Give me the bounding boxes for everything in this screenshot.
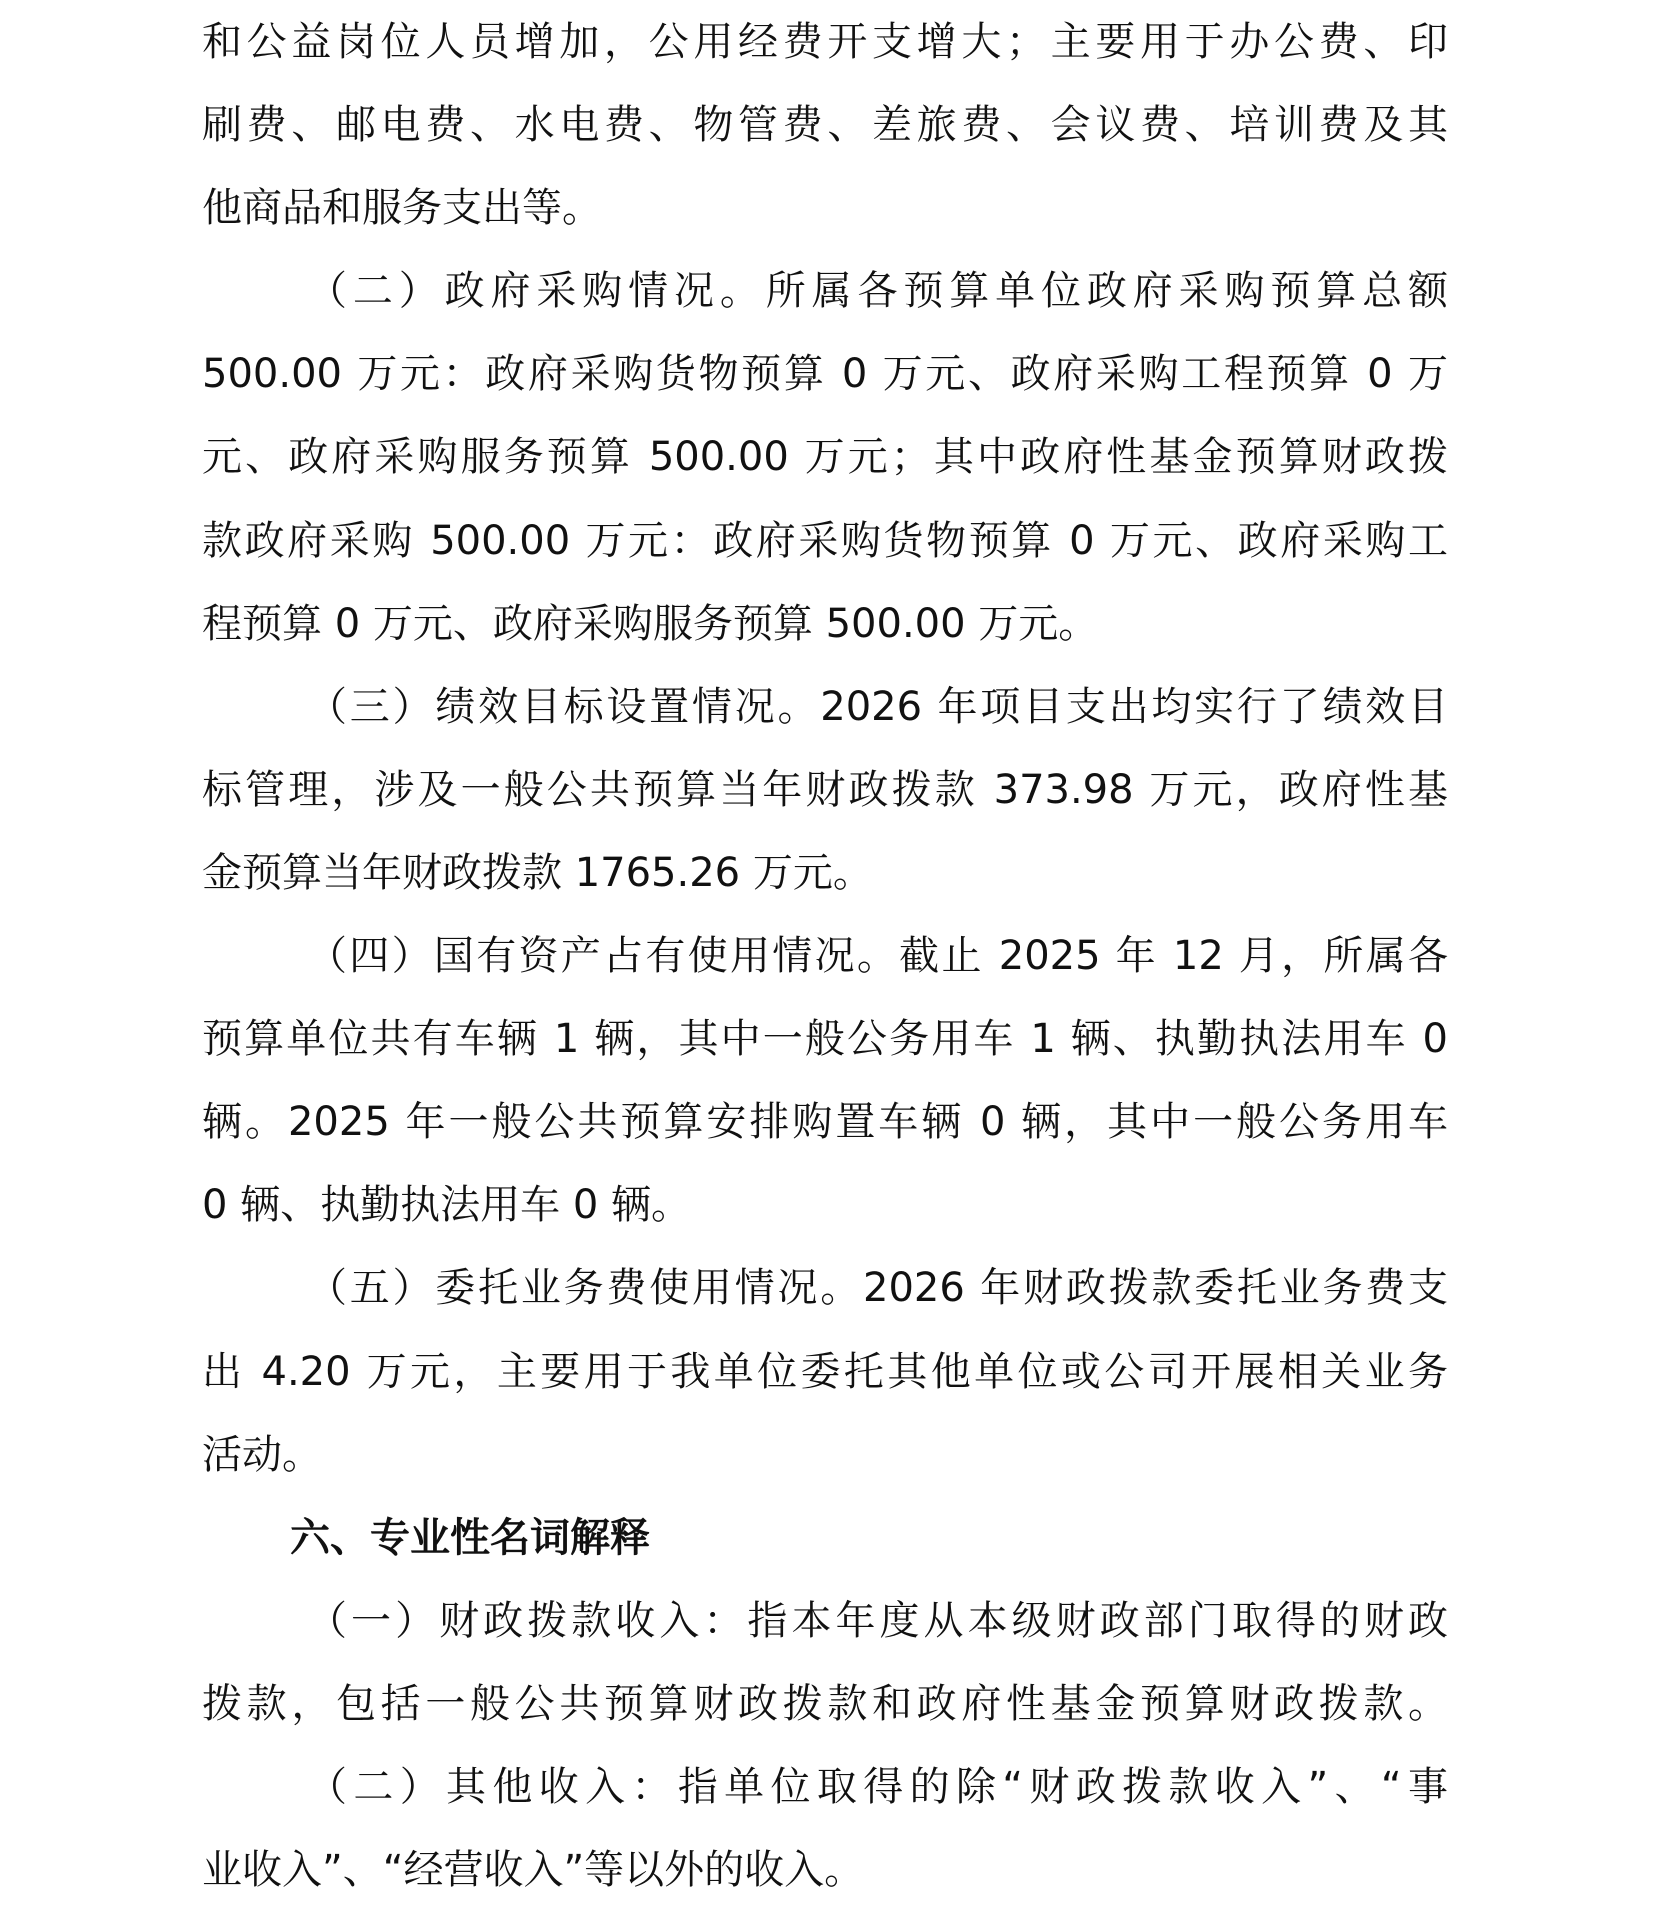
text-line: 业收入”、“经营收入”等以外的收入。 [202,1847,865,1894]
text-line: 程预算 0 万元、政府采购服务预算 500.00 万元。 [202,600,1099,647]
text-line: 和公益岗位人员增加，公用经费开支增大；主要用于办公费、印 [202,19,1448,65]
text-line: （一）财政拨款收入：指本年度从本级财政部门取得的财政 [307,1597,1448,1644]
text-line: （五）委托业务费使用情况。2026 年财政拨款委托业务费支 [307,1265,1448,1312]
text-line: 标管理，涉及一般公共预算当年财政拨款 373.98 万元，政府性基 [202,766,1448,813]
text-line: （三）绩效目标设置情况。2026 年项目支出均实行了绩效目 [307,683,1448,730]
text-line: 他商品和服务支出等。 [202,185,602,232]
section-heading: 六、专业性名词解释 [290,1514,650,1561]
text-line: 预算单位共有车辆 1 辆，其中一般公务用车 1 辆、执勤执法用车 0 [202,1016,1448,1063]
text-line: 辆。2025 年一般公共预算安排购置车辆 0 辆，其中一般公务用车 [202,1099,1448,1146]
text-line: 出 4.20 万元，主要用于我单位委托其他单位或公司开展相关业务 [202,1348,1448,1395]
text-line: 500.00 万元：政府采购货物预算 0 万元、政府采购工程预算 0 万 [202,351,1448,398]
text-line: 金预算当年财政拨款 1765.26 万元。 [202,849,873,896]
text-line: （二）其他收入：指单位取得的除“财政拨款收入”、“事 [307,1763,1448,1810]
text-line: 0 辆、执勤执法用车 0 辆。 [202,1182,692,1229]
document-page [202,1,1448,1912]
text-line: （二）政府采购情况。所属各预算单位政府采购预算总额 [307,268,1448,315]
text-line: 款政府采购 500.00 万元：政府采购货物预算 0 万元、政府采购工 [202,517,1448,564]
text-line: 拨款，包括一般公共预算财政拨款和政府性基金预算财政拨款。 [202,1680,1448,1727]
text-line: 元、政府采购服务预算 500.00 万元；其中政府性基金预算财政拨 [202,434,1448,481]
text-line: （四）国有资产占有使用情况。截止 2025 年 12 月，所属各 [307,933,1448,980]
text-line: 刷费、邮电费、水电费、物管费、差旅费、会议费、培训费及其 [202,102,1448,149]
text-line: 活动。 [202,1431,322,1478]
